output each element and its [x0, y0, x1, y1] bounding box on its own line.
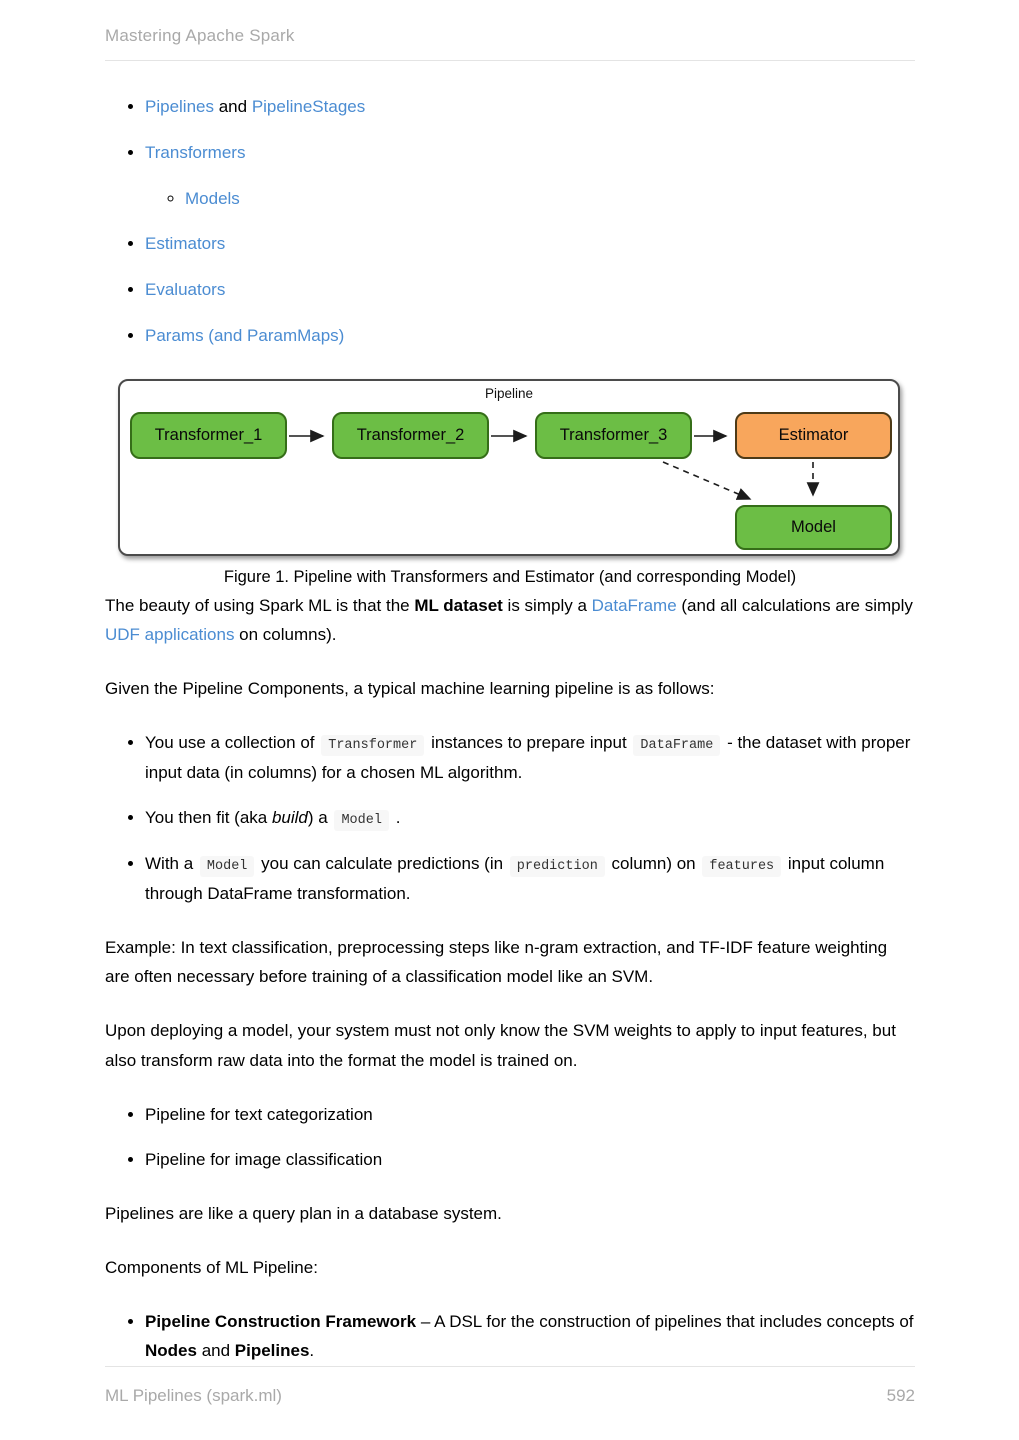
toc-list — [105, 92, 915, 351]
toc-sublist — [145, 184, 915, 214]
text-run: input column through DataFrame transformation. — [145, 854, 885, 903]
figure-caption: Figure 1. Pipeline with Transformers and Estimator (and corresponding Model) — [223, 567, 797, 586]
text-run: instances to prepare input — [426, 732, 632, 752]
text-run: (and all calculations are simply — [676, 595, 913, 615]
text-run: With a — [145, 854, 198, 873]
text-run: The beauty of using Spark ML is that the — [105, 595, 415, 615]
list-item-image-classification: • Pipeline for image classification — [145, 1145, 915, 1175]
header-divider — [105, 60, 915, 61]
list-item-fit-model — [145, 803, 915, 833]
estimators-link[interactable]: Estimators — [145, 234, 226, 254]
pipeline-frame-label: Pipeline — [484, 385, 534, 401]
italic-build: build — [271, 808, 308, 828]
transformer-2-label: Transformer_2 — [356, 425, 465, 444]
paragraph-beauty — [105, 591, 915, 651]
book-title: Mastering Apache Spark — [105, 26, 295, 45]
evaluators-link[interactable]: Evaluators — [145, 280, 226, 299]
inline-code-prediction: prediction — [510, 856, 605, 877]
toc-item-pipelines — [145, 92, 915, 122]
inline-code-transformer: Transformer — [321, 735, 424, 756]
toc-item-models — [185, 184, 915, 214]
model-label: Model — [791, 517, 836, 536]
models-link[interactable]: Models — [185, 188, 240, 208]
dashed-arrow-t3-model — [663, 462, 750, 499]
text-run: . — [309, 1341, 315, 1361]
toc-item-evaluators — [145, 275, 915, 305]
text-run: . — [390, 808, 401, 828]
list-item-predictions — [145, 849, 915, 909]
text-run: on columns). — [234, 625, 337, 645]
paragraph-example: Example: In text classification, preprocessing steps like n-gram extraction, and TF-IDF feature weighting are often necessary before training of a classification model like an SVM. — [105, 937, 888, 987]
pipelinestages-link[interactable]: PipelineStages — [251, 97, 366, 116]
transformer-1-label: Transformer_1 — [154, 425, 263, 444]
text-run: column) on — [606, 854, 701, 873]
inline-code-model: Model — [200, 856, 255, 877]
diagram-arrows — [120, 381, 902, 558]
paragraph-deploy: Upon deploying a model, your system must not only know the SVM weights to apply to input features, but also transform raw data into the format the model is trained on. — [105, 1021, 896, 1070]
bold-ml-dataset: ML dataset — [414, 595, 503, 615]
transformers-link[interactable]: Transformers — [145, 142, 246, 162]
list-item-construction-framework — [145, 1307, 915, 1367]
transformer-3-label: Transformer_3 — [559, 425, 668, 444]
page-number: 592 — [886, 1386, 915, 1405]
bold-pipelines: Pipelines — [234, 1341, 310, 1361]
text-run: – A DSL for the construction of pipelines that includes concepts of — [416, 1311, 914, 1331]
text-run: and — [196, 1341, 235, 1361]
paragraph-given: Given the Pipeline Components, a typical machine learning pipeline is as follows: — [105, 679, 715, 698]
toc-item-transformers — [145, 138, 915, 214]
pipeline-figure — [118, 379, 915, 556]
pipelines-link[interactable]: Pipelines — [145, 97, 214, 116]
estimator-label: Estimator — [778, 425, 849, 444]
bold-pipeline-construction-framework: Pipeline Construction Framework — [145, 1311, 417, 1331]
paragraph-query-plan: Pipelines are like a query plan in a database system. — [105, 1204, 502, 1223]
toc-and-text: and — [214, 97, 252, 116]
bold-nodes: Nodes — [145, 1341, 197, 1361]
list-item-text-categorization: • Pipeline for text categorization — [145, 1100, 915, 1130]
page-header — [0, 0, 1019, 61]
toc-item-params — [145, 321, 915, 351]
params-link[interactable]: Params (and ParamMaps) — [145, 325, 345, 345]
text-run: is simply a — [502, 595, 592, 615]
pipeline-steps-list — [105, 728, 915, 909]
text-run: You then fit (aka — [145, 808, 272, 828]
text-run: you can calculate predictions (in — [256, 854, 508, 873]
pipeline-examples-list — [105, 1100, 915, 1176]
inline-code-dataframe: DataFrame — [633, 735, 720, 756]
footer-section-title: ML Pipelines (spark.ml) — [105, 1386, 282, 1405]
page-footer — [105, 1366, 915, 1406]
udf-applications-link[interactable]: UDF applications — [105, 625, 235, 645]
text-run: - the dataset with proper input data (in columns) for a chosen ML algorithm. — [145, 732, 911, 782]
paragraph-components: Components of ML Pipeline: — [105, 1257, 318, 1277]
text-run: ) a — [307, 808, 333, 828]
inline-code-model: Model — [334, 810, 389, 831]
toc-item-estimators — [145, 229, 915, 259]
pipeline-diagram-frame — [118, 379, 900, 556]
list-item-use-transformers — [145, 728, 915, 788]
text-run: You use a collection of — [145, 732, 320, 752]
dataframe-link[interactable]: DataFrame — [591, 595, 677, 615]
inline-code-features: features — [702, 856, 781, 877]
components-list — [105, 1307, 915, 1367]
